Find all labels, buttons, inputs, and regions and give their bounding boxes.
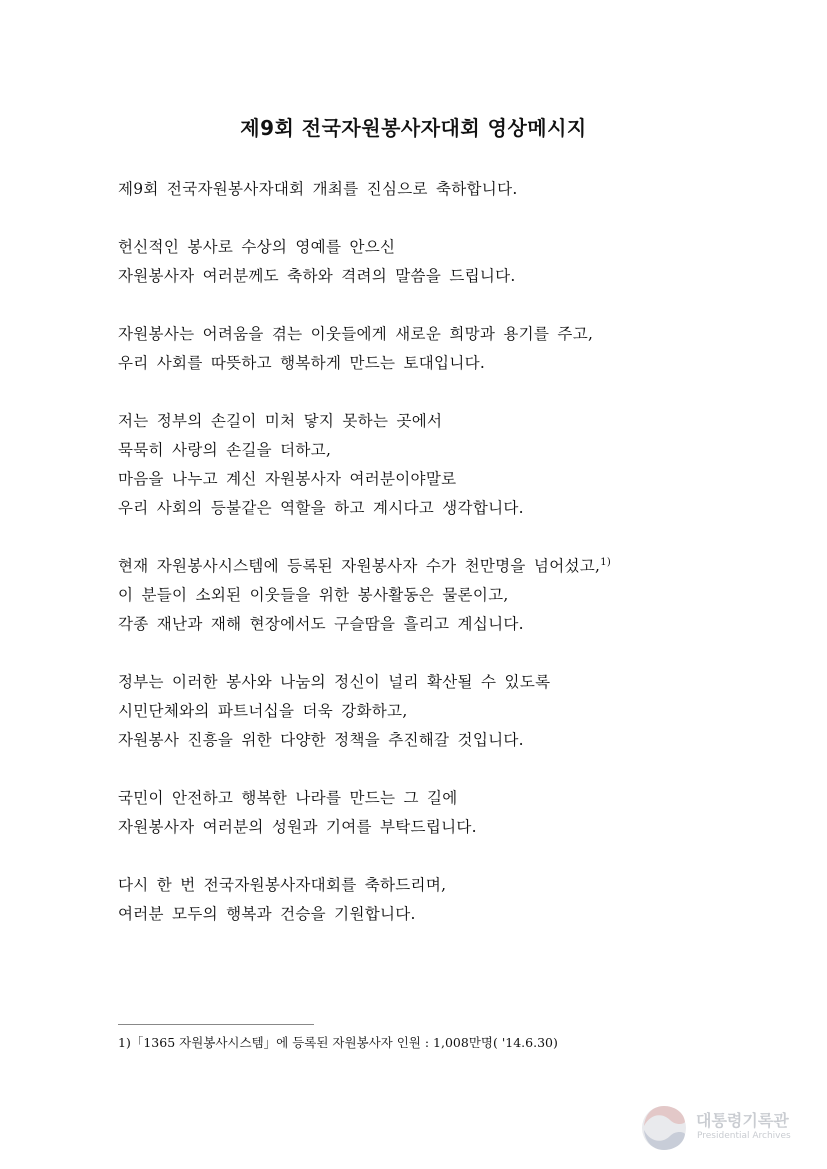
body-line: 자원봉사는 어려움을 겪는 이웃들에게 새로운 희망과 용기를 주고, xyxy=(118,325,594,343)
body-line: 묵묵히 사랑의 손길을 더하고, xyxy=(118,441,332,459)
body-line: 제9회 전국자원봉사자대회 개최를 진심으로 축하합니다. xyxy=(118,180,518,198)
body-line: 우리 사회를 따뜻하고 행복하게 만드는 토대입니다. xyxy=(118,354,486,372)
archive-watermark xyxy=(640,1104,810,1154)
body-line: 자원봉사 진흥을 위한 다양한 정책을 추진해갈 것입니다. xyxy=(118,731,524,749)
body-line: 자원봉사자 여러분께도 축하와 격려의 말씀을 드립니다. xyxy=(118,267,516,285)
body-line: 각종 재난과 재해 현장에서도 구슬땀을 흘리고 계십니다. xyxy=(118,615,524,633)
body-line: 이 분들이 소외된 이웃들을 위한 봉사활동은 물론이고, xyxy=(118,586,509,604)
body-line: 시민단체와의 파트너십을 더욱 강화하고, xyxy=(118,702,408,720)
archive-logo-icon xyxy=(640,1104,688,1152)
footnote-reference: 1) xyxy=(600,556,612,568)
footnote-separator xyxy=(118,1024,314,1025)
document-title: 제9회 전국자원봉사자대회 영상메시지 xyxy=(240,116,587,140)
body-line: 우리 사회의 등불같은 역할을 하고 계시다고 생각합니다. xyxy=(118,499,524,517)
body-line: 정부는 이러한 봉사와 나눔의 정신이 널리 확산될 수 있도록 xyxy=(118,673,551,691)
body-line-with-footnote xyxy=(118,555,611,577)
body-line: 마음을 나누고 계신 자원봉사자 여러분이야말로 xyxy=(118,470,457,488)
body-line: 여러분 모두의 행복과 건승을 기원합니다. xyxy=(118,905,416,923)
body-line: 다시 한 번 전국자원봉사자대회를 축하드리며, xyxy=(118,876,447,894)
archive-subtitle: Presidential Archives xyxy=(697,1131,791,1141)
footnote-text: 1)「1365 자원봉사시스템」에 등록된 자원봉사자 인원 : 1,008만명( '14.6.30) xyxy=(118,1035,558,1050)
body-line: 헌신적인 봉사로 수상의 영예를 안으신 xyxy=(118,238,396,256)
body-line: 국민이 안전하고 행복한 나라를 만드는 그 길에 xyxy=(118,789,458,807)
body-line: 현재 자원봉사시스템에 등록된 자원봉사자 수가 천만명을 넘어섰고, xyxy=(118,557,601,575)
archive-name: 대통령기록관 xyxy=(696,1111,789,1130)
body-line: 저는 정부의 손길이 미처 닿지 못하는 곳에서 xyxy=(118,412,443,430)
body-line: 자원봉사자 여러분의 성원과 기여를 부탁드립니다. xyxy=(118,818,477,836)
